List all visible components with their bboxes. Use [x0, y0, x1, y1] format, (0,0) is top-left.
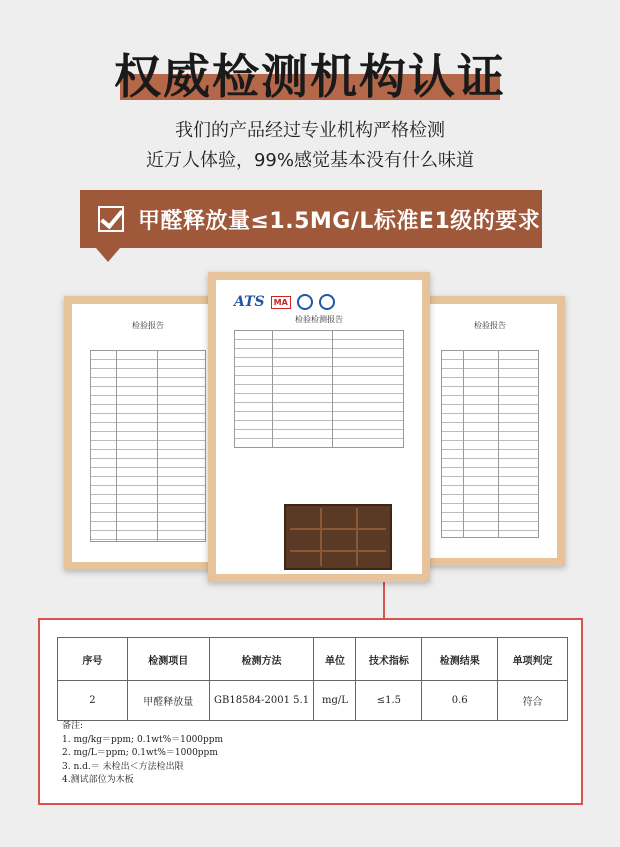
- row-cell: GB18584-2001 5.1: [209, 681, 314, 721]
- header-cell: 单项判定: [498, 638, 568, 681]
- result-header-row: [58, 638, 568, 681]
- ats-logo: ATS: [234, 294, 265, 310]
- report-title-center: 检验检测报告: [295, 315, 343, 324]
- subtitle-line-2: 近万人体验，99%感觉基本没有什么味道: [145, 150, 474, 171]
- result-table: [57, 637, 568, 721]
- report-frame-center: [208, 272, 430, 582]
- report-title-left: 检验报告: [132, 321, 164, 330]
- logo-row: [222, 286, 416, 310]
- subtitle-line-1: 我们的产品经过专业机构严格检测: [175, 120, 445, 141]
- note-item: 2. mg/L＝ppm; 0.1wt%＝1000ppm: [62, 748, 218, 758]
- notes: [62, 720, 223, 788]
- standard-banner: [80, 190, 542, 248]
- row-cell: 0.6: [422, 681, 498, 721]
- header-cell: 检测结果: [422, 638, 498, 681]
- note-item: 3. n.d.＝ 未检出＜方法检出限: [62, 761, 184, 772]
- report-title-right: 检验报告: [474, 321, 506, 330]
- banner-text: 甲醛释放量≤1.5MG/L标准E1级的要求: [138, 208, 541, 234]
- row-cell: 符合: [498, 681, 568, 721]
- header-cell: 序号: [58, 638, 128, 681]
- report-table-right: [441, 350, 539, 538]
- header-cell: 单位: [314, 638, 356, 681]
- report-table-left: [90, 350, 206, 542]
- page-title: 权威检测机构认证: [114, 50, 506, 105]
- result-detail-box: [38, 618, 583, 805]
- row-cell: mg/L: [314, 681, 356, 721]
- banner-pointer: [96, 248, 120, 262]
- header-cell: 技术指标: [356, 638, 422, 681]
- notes-title: 备注:: [62, 721, 84, 731]
- report-frame-left: [64, 296, 232, 570]
- cnas-logo-icon: [319, 294, 335, 310]
- report-frame-right: [415, 296, 565, 566]
- note-item: 1. mg/kg＝ppm; 0.1wt%＝1000ppm: [62, 734, 224, 745]
- checkbox-icon: [98, 206, 124, 232]
- title-area: [0, 40, 620, 107]
- cabinet-photo: [284, 504, 392, 570]
- report-table-center: [234, 330, 404, 448]
- note-item: 4.测试部位为木板: [62, 775, 134, 785]
- header-cell: 检测项目: [127, 638, 209, 681]
- ilac-logo-icon: [297, 294, 313, 310]
- table-row: [58, 681, 568, 721]
- row-cell: ≤1.5: [356, 681, 422, 721]
- header-cell: 检测方法: [209, 638, 314, 681]
- row-cell: 2: [58, 681, 128, 721]
- ma-logo: MA: [271, 296, 291, 309]
- row-cell: 甲醛释放量: [127, 681, 209, 721]
